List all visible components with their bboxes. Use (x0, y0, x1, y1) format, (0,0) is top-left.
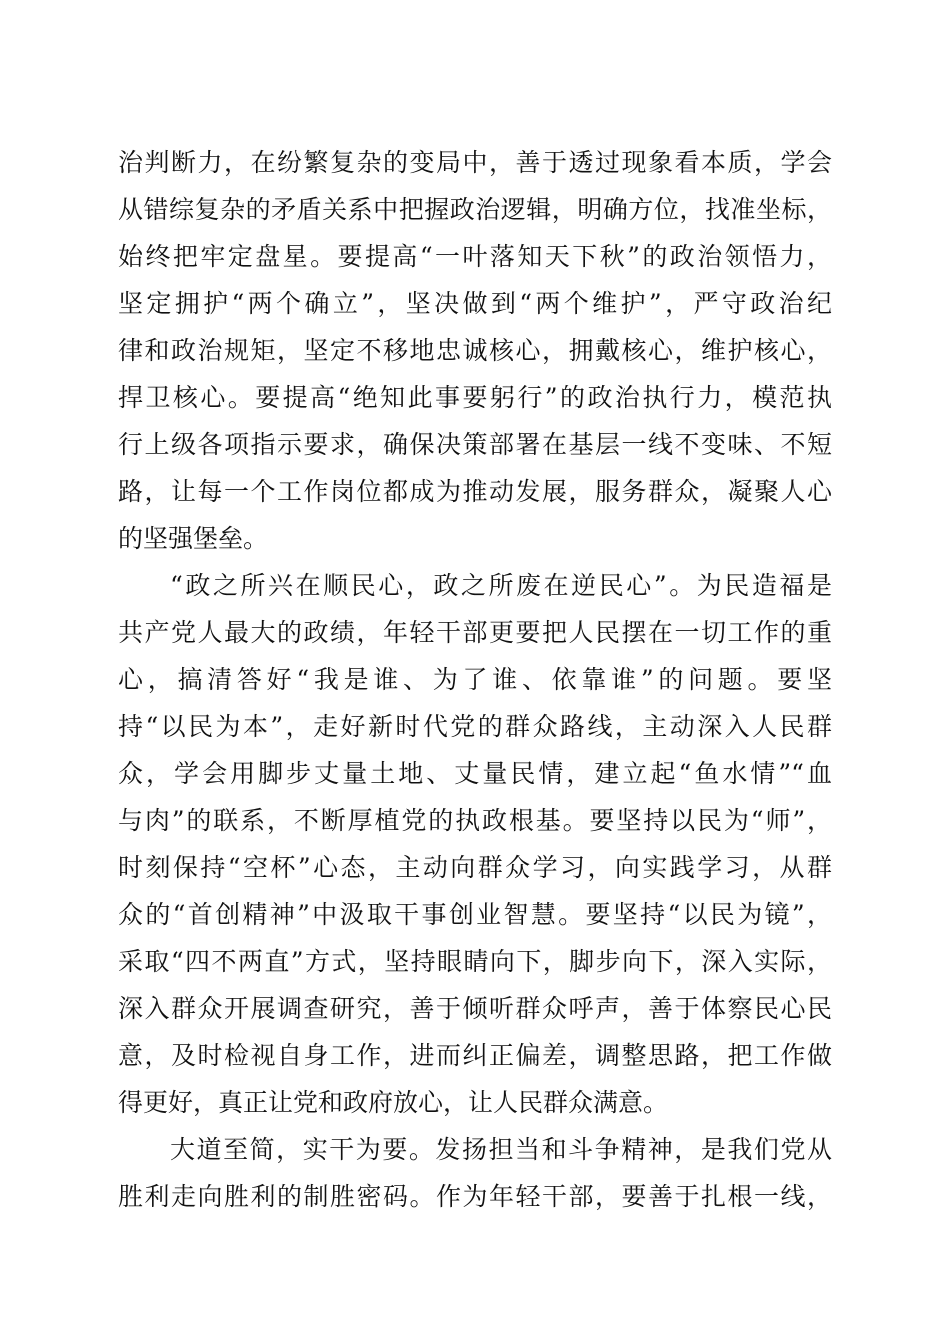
text-line: 持“以民为本”，走好新时代党的群众路线，主动深入人民群 (118, 712, 832, 741)
text-line: 意，及时检视自身工作，进而纠正偏差，调整思路，把工作做 (118, 1041, 832, 1070)
text-line: 路，让每一个工作岗位都成为推动发展，服务群众，凝聚人心 (118, 477, 832, 506)
text-line: 采取“四不两直”方式，坚持眼睛向下，脚步向下，深入实际， (118, 947, 832, 976)
text-line: 众，学会用脚步丈量土地、丈量民情，建立起“鱼水情”“血 (118, 759, 832, 788)
text-line: 治判断力，在纷繁复杂的变局中，善于透过现象看本质，学会 (118, 148, 832, 177)
text-line: 始终把牢定盘星。要提高“一叶落知天下秋”的政治领悟力， (118, 242, 832, 271)
text-line: 深入群众开展调查研究，善于倾听群众呼声，善于体察民心民 (118, 994, 832, 1023)
text-line: 坚定拥护“两个确立”，坚决做到“两个维护”，严守政治纪 (118, 289, 832, 318)
text-line: 与肉”的联系，不断厚植党的执政根基。要坚持以民为“师”， (118, 806, 832, 835)
text-line: 捍卫核心。要提高“绝知此事要躬行”的政治执行力，模范执 (118, 383, 832, 412)
text-line: 律和政治规矩，坚定不移地忠诚核心，拥戴核心，维护核心， (118, 336, 832, 365)
text-line: 胜利走向胜利的制胜密码。作为年轻干部，要善于扎根一线， (118, 1182, 832, 1211)
text-line: 得更好，真正让党和政府放心，让人民群众满意。 (118, 1088, 669, 1117)
text-line: 时刻保持“空杯”心态，主动向群众学习，向实践学习，从群 (118, 853, 832, 882)
text-line: 众的“首创精神”中汲取干事创业智慧。要坚持“以民为镜”， (118, 900, 832, 929)
text-line: 行上级各项指示要求，确保决策部署在基层一线不变味、不短 (118, 430, 832, 459)
text-line: 的坚强堡垒。 (118, 524, 269, 553)
text-line: 共产党人最大的政绩，年轻干部更要把人民摆在一切工作的重 (118, 618, 832, 647)
paragraph-first-line: “政之所兴在顺民心，政之所废在逆民心”。为民造福是 (170, 571, 832, 600)
paragraph-first-line: 大道至简，实干为要。发扬担当和斗争精神，是我们党从 (170, 1135, 832, 1164)
text-line: 从错综复杂的矛盾关系中把握政治逻辑，明确方位，找准坐标， (118, 195, 832, 224)
text-line: 心，搞清答好“我是谁、为了谁、依靠谁”的问题。要坚 (118, 665, 832, 694)
